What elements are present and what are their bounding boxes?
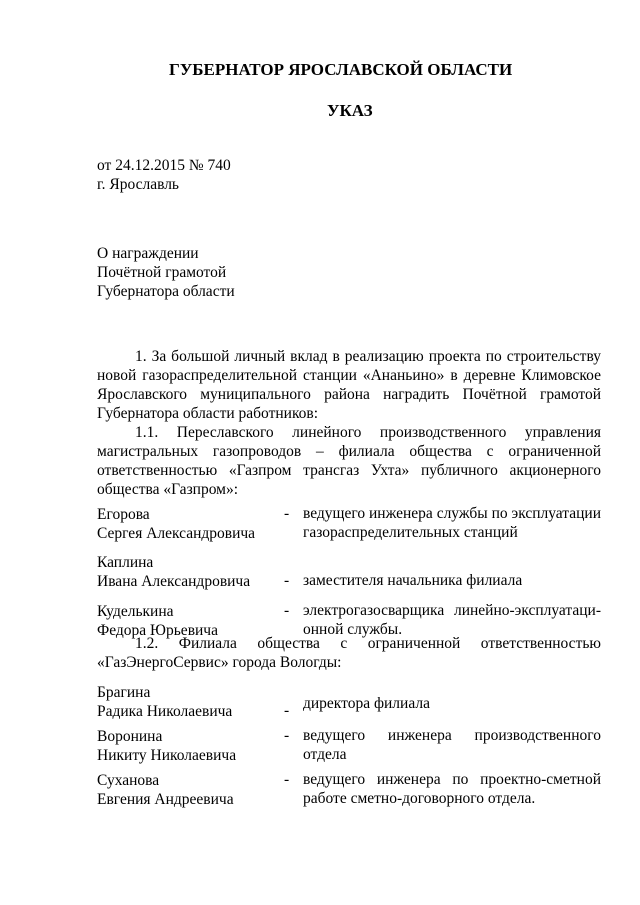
awardee-given-names: Евгения Андреевича [97,791,234,808]
decree-date-number: от 24.12.2015 № 740 [97,157,231,174]
list-dash: - [284,602,290,619]
list-dash: - [284,505,290,522]
awardee-given-names: Ивана Александровича [97,573,251,590]
subject-line: Почётной грамотой [97,264,227,281]
list-dash: - [284,702,290,719]
awardee-position: работе сметно-договорного отдела. [303,790,536,807]
awardee-position: электрогазосварщика линейно-эксплуатаци- [303,602,601,619]
list-dash: - [284,572,290,589]
body-line: Ярославского муниципального района наградить Почётной грамотой [97,386,601,403]
document-type: УКАЗ [327,101,373,120]
subject-line: Губернатора области [97,283,235,300]
awardee-surname: Суханова [97,772,160,789]
body-line: 1.1. Переславского линейного производственного управления [135,424,601,441]
awardee-given-names: Радика Николаевича [97,703,233,720]
awardee-surname: Каплина [97,554,154,571]
awardee-given-names: Сергея Александровича [97,525,256,542]
awardee-surname: Егорова [97,506,150,523]
body-line: ответственностью «Газпром трансгаз Ухта» публичного акционерного [97,462,601,479]
list-dash: - [284,727,290,744]
awardee-position: директора филиала [303,695,430,712]
list-dash: - [284,771,290,788]
awardee-surname: Куделькина [97,603,174,620]
awardee-position: отдела [303,746,347,763]
awardee-surname: Воронина [97,728,163,745]
awardee-position: ведущего инженера по проектно-сметной [303,771,601,788]
decree-place: г. Ярославль [97,176,179,193]
awardee-position: ведущего инженера службы по эксплуатации [303,505,601,522]
body-line: 1. За большой личный вклад в реализацию проекта по строительству [135,348,601,365]
awardee-position: онной службы. [303,621,403,638]
body-line: 1.2. Филиала общества с ограниченной ответственностью [135,635,601,652]
awardee-position: ведущего инженера производственного [303,727,601,744]
body-line: общества «Газпром»: [97,481,239,498]
awardee-given-names: Никиту Николаевича [97,747,237,764]
document-header: ГУБЕРНАТОР ЯРОСЛАВСКОЙ ОБЛАСТИ [169,60,513,79]
awardee-position: заместителя начальника филиала [303,572,523,589]
subject-line: О награждении [97,245,199,262]
body-line: Губернатора области работников: [97,405,319,422]
body-line: «ГазЭнергоСервис» города Вологды: [97,654,342,671]
awardee-position: газораспределительных станций [303,524,518,541]
body-line: новой газораспределительной станции «Ананьино» в деревне Климовское [97,367,601,384]
awardee-surname: Брагина [97,684,151,701]
awardee-given-names: Федора Юрьевича [97,622,218,639]
body-line: магистральных газопроводов – филиала общества с ограниченной [97,443,601,460]
